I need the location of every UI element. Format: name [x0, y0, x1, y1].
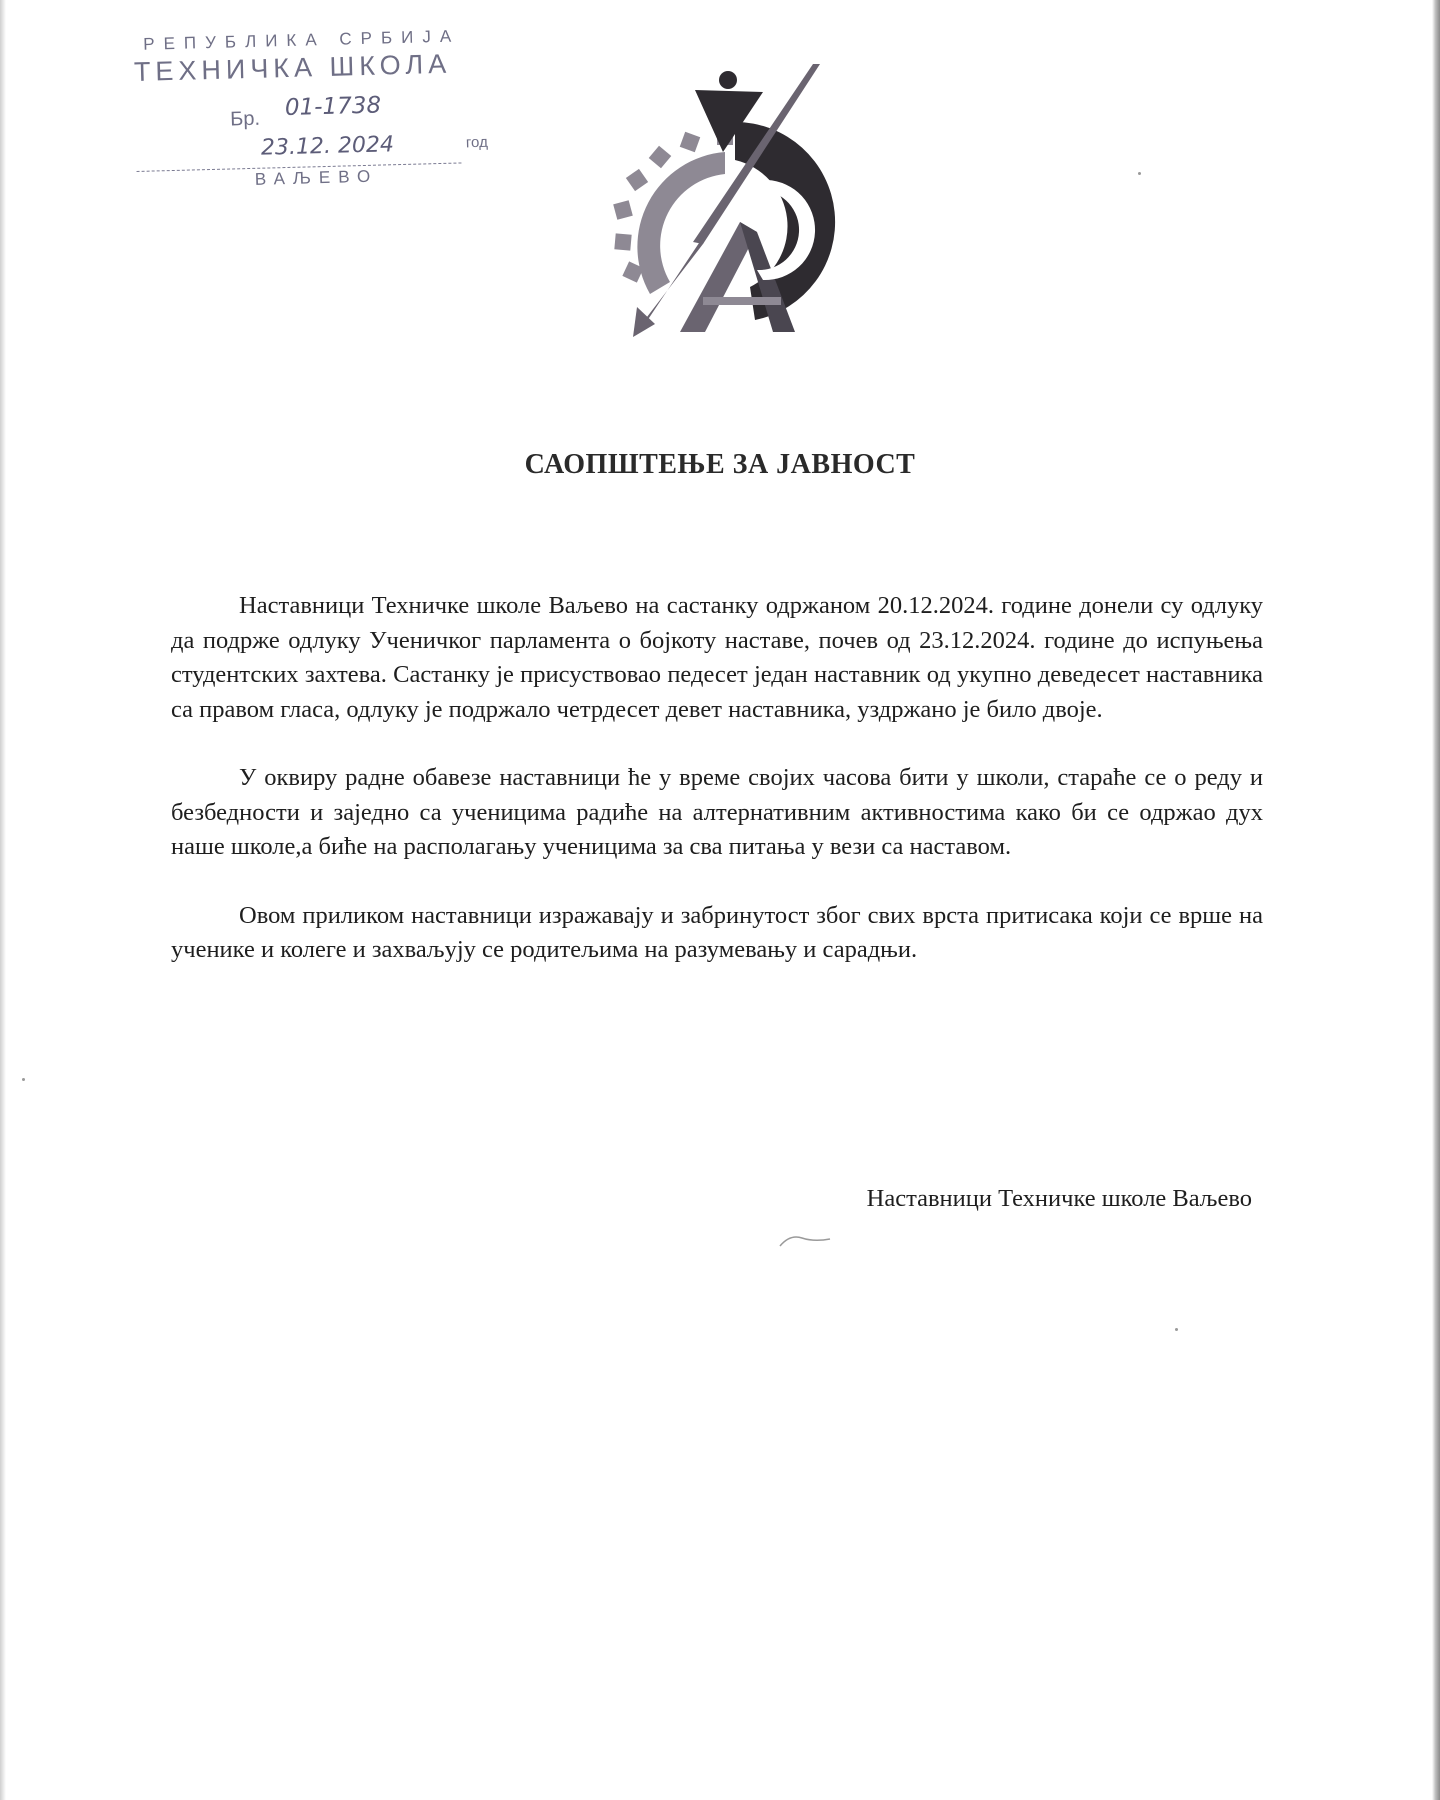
- document-title: САОПШТЕЊЕ ЗА ЈАВНОСТ: [524, 449, 916, 480]
- stamp-school: ТЕХНИЧКА ШКОЛА: [133, 48, 452, 87]
- stamp-date-value: 23.12. 2024: [260, 132, 395, 161]
- scan-edge-right: [1432, 0, 1440, 1800]
- document-body: [171, 589, 1263, 968]
- scan-speck: [1138, 172, 1141, 175]
- paragraph-2: У оквиру радне обавезе наставници ће у време својих часова бити у школи, стараће се о реду и безбедности и заједно са ученицима радиће на алтернативним активностима како би се одржао дух наше школе,а биће на располагању ученицима за сва питања у вези са наставом.: [171, 764, 1263, 860]
- signature-line: Наставници Техничке школе Ваљево: [866, 1185, 1252, 1212]
- scan-speck: [1175, 1328, 1178, 1331]
- registry-stamp: [133, 17, 517, 202]
- paragraph-1: Наставници Техничке школе Ваљево на састанку одржаном 20.12.2024. године донели су одлуку да подрже одлуку Ученичког парламента о бојкоту наставе, почев од 23.12.2024. године до испуњења студентских захтева. Састанку је присуствовао педесет један наставник од укупно деведесет наставника са правом гласа, одлуку је подржало четрдесет девет наставника, уздржано је било двоје.: [171, 592, 1263, 723]
- stamp-number-label: Бр.: [229, 107, 261, 131]
- school-emblem-icon: [585, 62, 855, 342]
- stamp-city: ВАЉЕВО: [254, 166, 379, 189]
- stamp-country: РЕПУБЛИКА СРБИЈА: [142, 26, 461, 54]
- scan-speck: [22, 1078, 25, 1081]
- stamp-year-label: год: [465, 133, 489, 152]
- scan-edge-left: [0, 0, 6, 1800]
- signature-scribble: [778, 1230, 838, 1250]
- stamp-number-value: 01-1738: [284, 92, 382, 122]
- paragraph-3: Овом приликом наставници изражавају и забринутост због свих врста притисака који се врше на ученике и колеге и захваљују се родитељима на разумевању и сарадњи.: [171, 901, 1263, 963]
